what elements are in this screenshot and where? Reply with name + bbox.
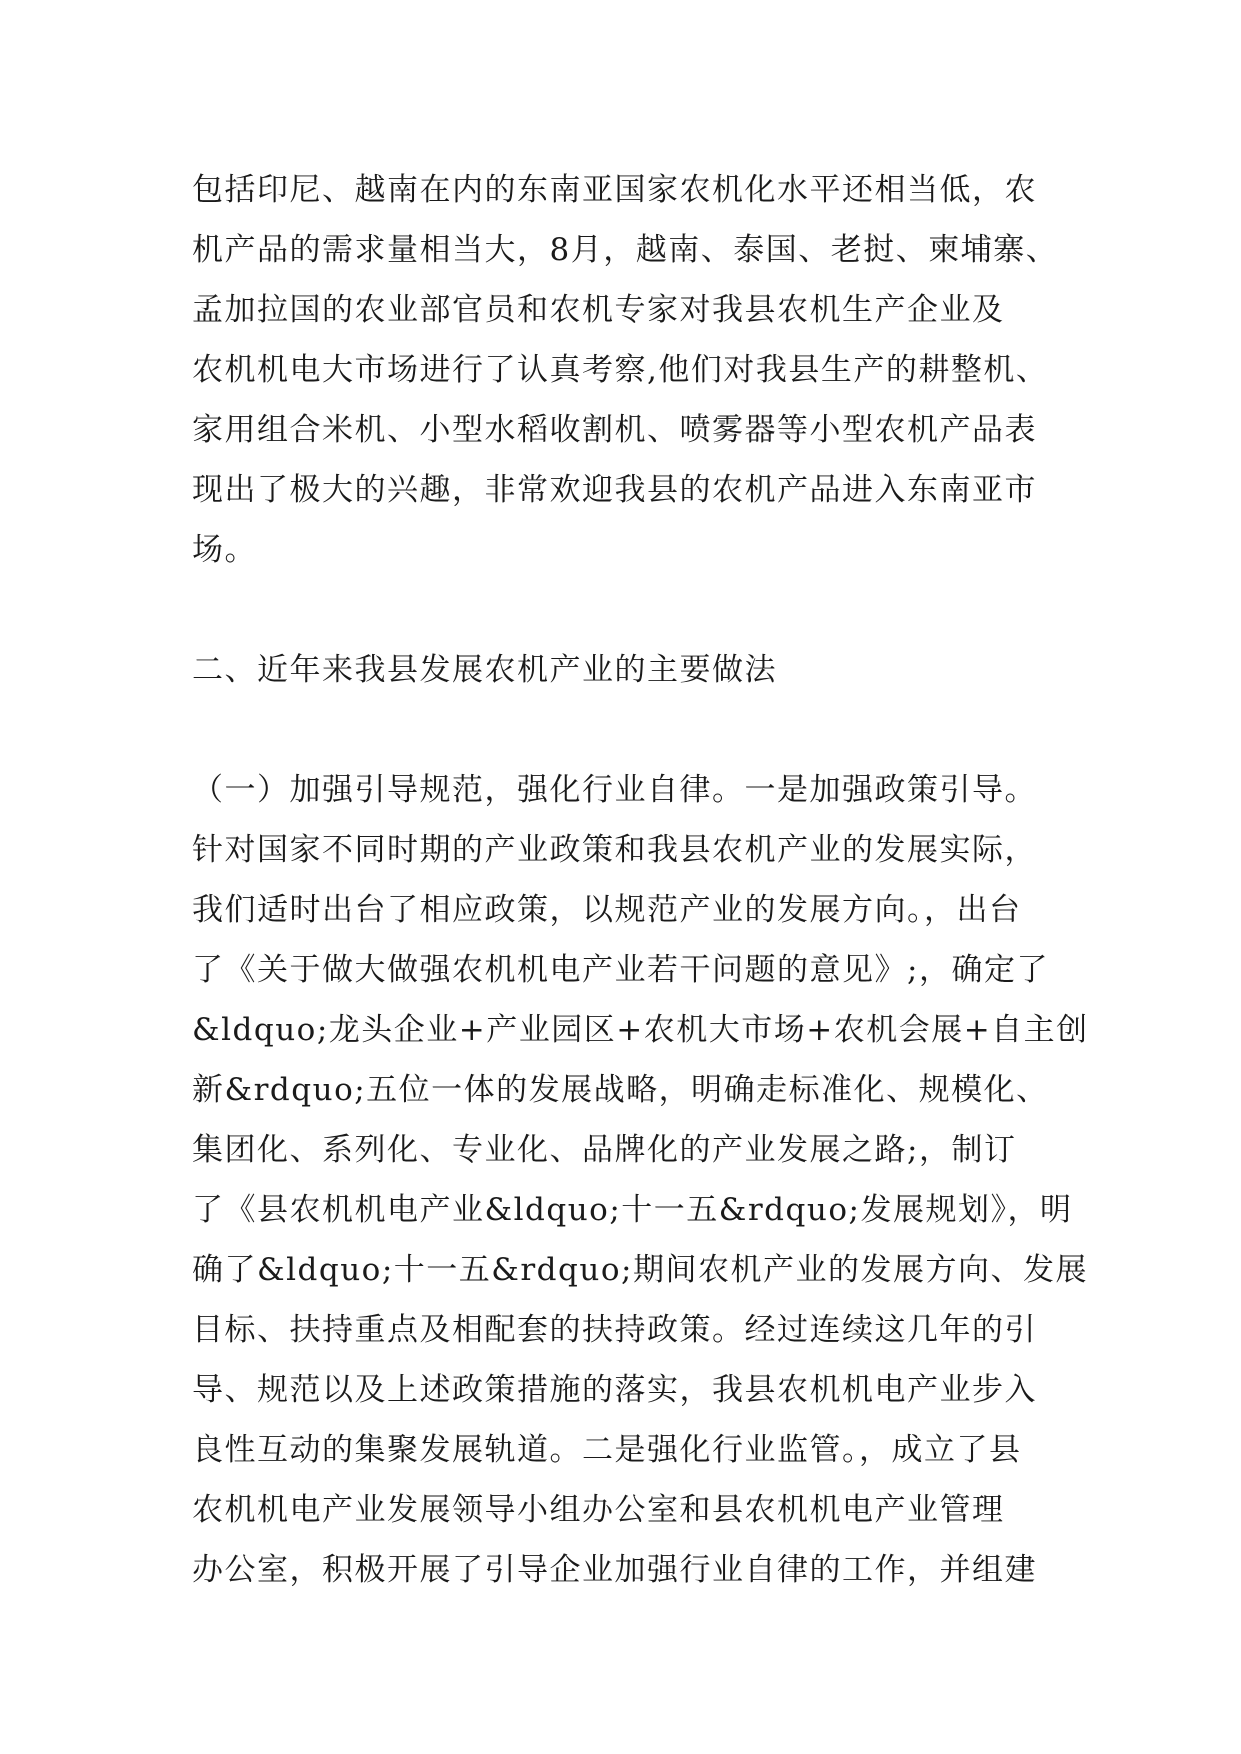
text-line: 集团化、系列化、专业化、品牌化的产业发展之路;，制订 <box>192 1132 1017 1168</box>
text-line: 农机机电产业发展领导小组办公室和县农机机电产业管理 <box>192 1492 1005 1528</box>
text-line: 我们适时出台了相应政策，以规范产业的发展方向。，出台 <box>192 892 1022 928</box>
paragraph-southeast-asia-market <box>192 160 1072 580</box>
heading-text: 二、近年来我县发展农机产业的主要做法 <box>192 652 777 688</box>
text-line: 场。 <box>192 532 257 568</box>
text-line: （一）加强引导规范，强化行业自律。一是加强政策引导。 <box>192 772 1037 808</box>
paragraph-spacer <box>192 580 1072 640</box>
text-line: 了《县农机机电产业&ldquo;十一五&rdquo;发展规划》，明 <box>192 1192 1073 1228</box>
text-line: 针对国家不同时期的产业政策和我县农机产业的发展实际， <box>192 832 1037 868</box>
text-line: 导、规范以及上述政策措施的落实，我县农机机电产业步入 <box>192 1372 1037 1408</box>
text-line: 良性互动的集聚发展轨道。二是强化行业监管。，成立了县 <box>192 1432 1022 1468</box>
text-line: 现出了极大的兴趣，非常欢迎我县的农机产品进入东南亚市 <box>192 472 1037 508</box>
text-line: 目标、扶持重点及相配套的扶持政策。经过连续这几年的引 <box>192 1312 1037 1348</box>
text-line: 新&rdquo;五位一体的发展战略，明确走标准化、规模化、 <box>192 1072 1049 1108</box>
paragraph-spacer <box>192 700 1072 760</box>
text-line: 包括印尼、越南在内的东南亚国家农机化水平还相当低，农 <box>192 172 1037 208</box>
section-heading <box>192 640 1072 700</box>
text-line: &ldquo;龙头企业+产业园区+农机大市场+农机会展+自主创 <box>192 1012 1089 1048</box>
paragraph-guidance-regulation <box>192 760 1089 1600</box>
text-line: 机产品的需求量相当大，8月，越南、泰国、老挝、柬埔寨、 <box>192 232 1059 268</box>
text-line: 确了&ldquo;十一五&rdquo;期间农机产业的发展方向、发展 <box>192 1252 1088 1288</box>
text-line: 孟加拉国的农业部官员和农机专家对我县农机生产企业及 <box>192 292 1005 328</box>
text-line: 办公室，积极开展了引导企业加强行业自律的工作，并组建 <box>192 1552 1037 1588</box>
text-line: 了《关于做大做强农机机电产业若干问题的意见》;，确定了 <box>192 952 1049 988</box>
text-line: 家用组合米机、小型水稻收割机、喷雾器等小型农机产品表 <box>192 412 1037 448</box>
text-line: 农机机电大市场进行了认真考察,他们对我县生产的耕整机、 <box>192 352 1049 388</box>
document-body <box>192 160 1089 1600</box>
